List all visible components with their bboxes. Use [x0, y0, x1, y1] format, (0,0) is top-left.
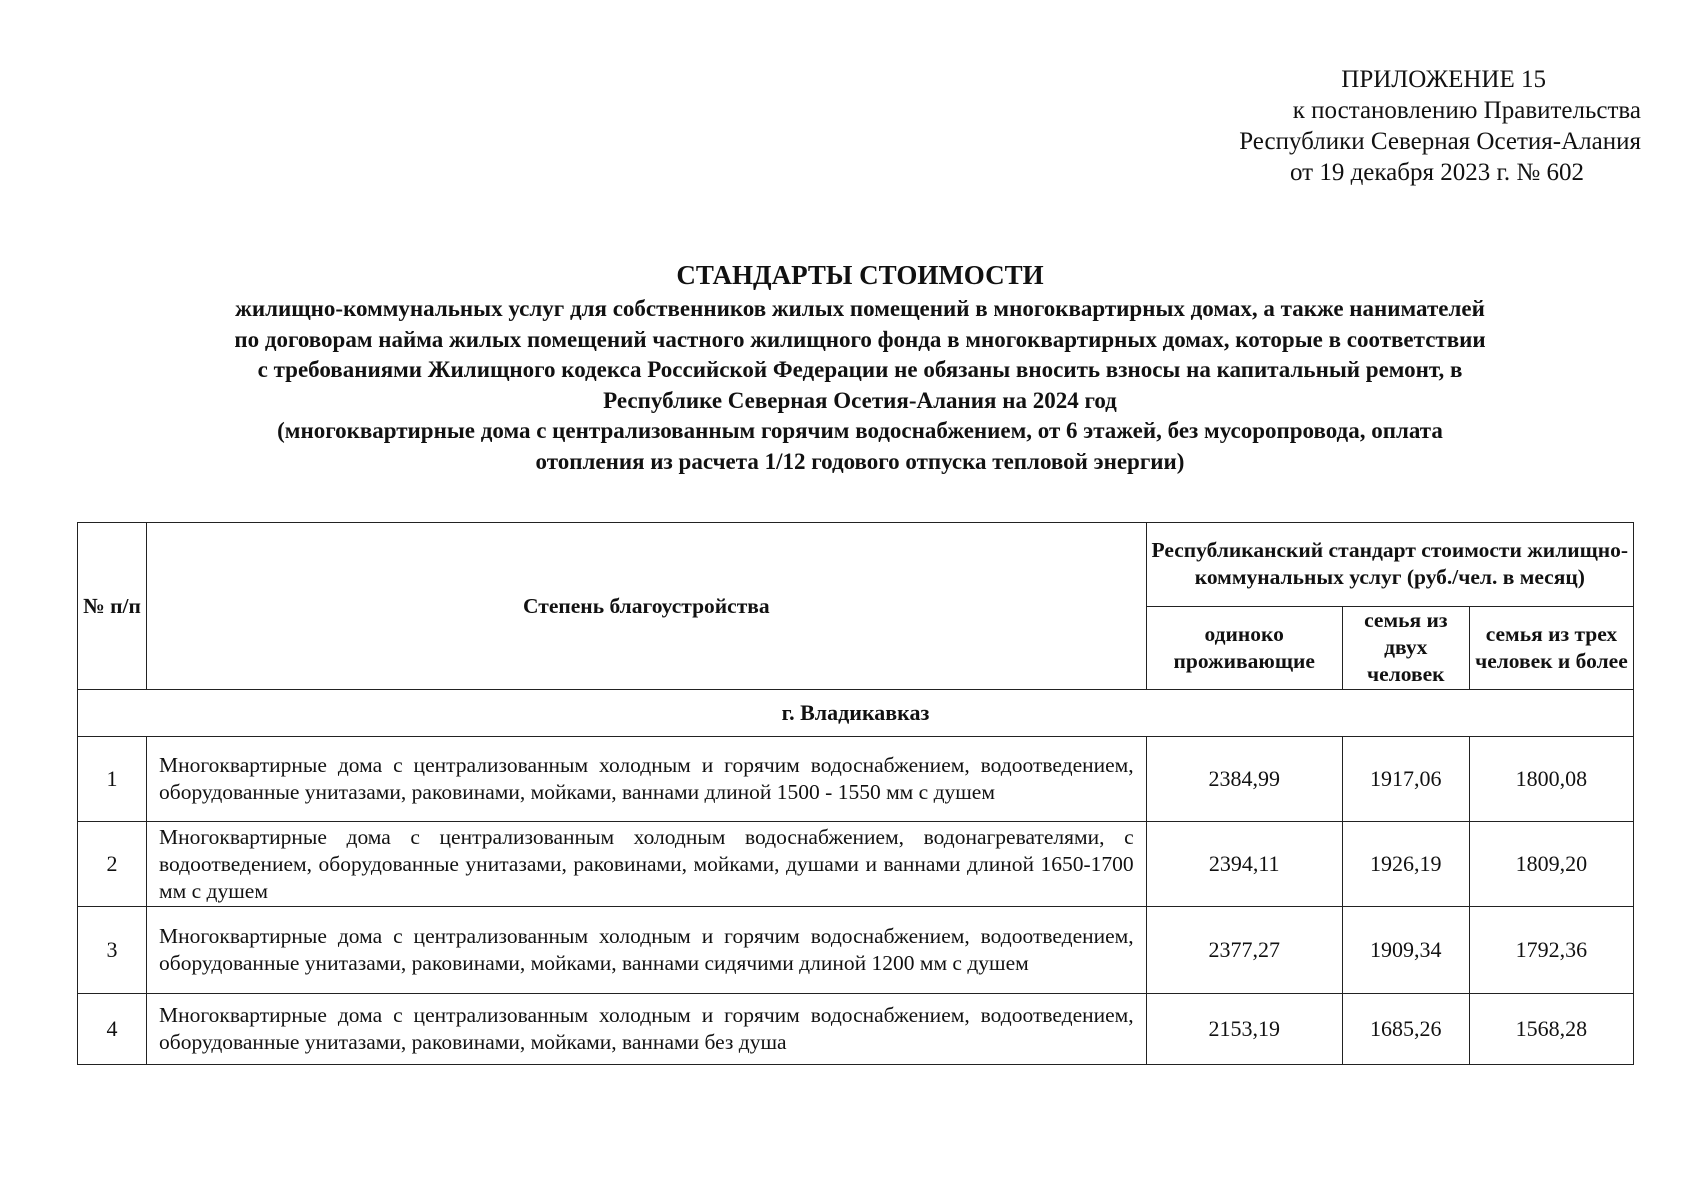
table-row [78, 994, 1634, 1065]
row-description: Многоквартирные дома с централизованным холодным и горячим водоснабжением, водоотведением, оборудованные унитазами, раковинами, мойками, ваннами длиной 1500 - 1550 мм с душем [147, 737, 1147, 822]
header-single-residents: одиноко проживающие [1146, 606, 1342, 690]
row-description: Многоквартирные дома с централизованным холодным водоснабжением, водонагревателями, с водоотведением, оборудованные унитазами, раковинами, мойками, душами и ваннами длиной 1650-1700 мм с душем [147, 822, 1147, 907]
value-family-two: 1909,34 [1342, 907, 1469, 994]
appendix-date-line: от 19 декабря 2023 г. № 602 [1289, 159, 1584, 186]
value-family-three: 1792,36 [1469, 907, 1633, 994]
value-family-three: 1568,28 [1469, 994, 1633, 1065]
city-row: г. Владикавказ [78, 690, 1634, 737]
table-row [78, 822, 1634, 907]
subtitle-line: отопления из расчета 1/12 годового отпуска тепловой энергии) [535, 448, 1185, 474]
row-number: 1 [78, 737, 147, 822]
document-title: СТАНДАРТЫ СТОИМОСТИ [676, 260, 1044, 290]
subtitle-line: с требованиями Жилищного кодекса Российской Федерации не обязаны вносить взносы на капитальный ремонт, в [257, 357, 1463, 382]
value-family-three: 1809,20 [1469, 822, 1633, 907]
header-description: Степень благоустройства [147, 523, 1147, 690]
row-number: 4 [78, 994, 147, 1065]
value-single: 2153,19 [1146, 994, 1342, 1065]
row-description: Многоквартирные дома с централизованным холодным и горячим водоснабжением, водоотведением, оборудованные унитазами, раковинами, мойками, ваннами сидячими длиной 1200 мм с душем [147, 907, 1147, 994]
value-family-two: 1917,06 [1342, 737, 1469, 822]
appendix-republic-line: Республики Северная Осетия-Алания [1239, 128, 1641, 155]
row-number: 2 [78, 822, 147, 907]
table-row [78, 737, 1634, 822]
row-description: Многоквартирные дома с централизованным холодным и горячим водоснабжением, водоотведением, оборудованные унитазами, раковинами, мойками, ваннами без душа [147, 994, 1147, 1065]
appendix-block [1081, 64, 1641, 188]
subtitle-line: Республике Северная Осетия-Алания на 2024 год [603, 387, 1117, 413]
subtitle-line: жилищно-коммунальных услуг для собственников жилых помещений в многоквартирных домах, а также нанимателей [235, 296, 1485, 321]
value-family-two: 1926,19 [1342, 822, 1469, 907]
value-family-three: 1800,08 [1469, 737, 1633, 822]
subtitle-line: по договорам найма жилых помещений частного жилищного фонда в многоквартирных домах, которые в соответствии [234, 326, 1486, 352]
document-heading [70, 258, 1650, 477]
header-cost-standard-group: Республиканский стандарт стоимости жилищно-коммунальных услуг (руб./чел. в месяц) [1146, 523, 1633, 607]
value-single: 2384,99 [1146, 737, 1342, 822]
row-number: 3 [78, 907, 147, 994]
header-family-three: семья из трех человек и более [1469, 606, 1633, 690]
subtitle-line: (многоквартирные дома с централизованным горячим водоснабжением, от 6 этажей, без мусоропровода, оплата [277, 418, 1443, 443]
value-family-two: 1685,26 [1342, 994, 1469, 1065]
appendix-title: ПРИЛОЖЕНИЕ 15 [1341, 66, 1546, 93]
value-single: 2377,27 [1146, 907, 1342, 994]
header-number: № п/п [78, 523, 147, 690]
header-family-two: семья из двух человек [1342, 606, 1469, 690]
value-single: 2394,11 [1146, 822, 1342, 907]
appendix-resolution-line: к постановлению Правительства [1292, 97, 1641, 124]
cost-standards-table [77, 522, 1634, 1065]
table-row [78, 907, 1634, 994]
